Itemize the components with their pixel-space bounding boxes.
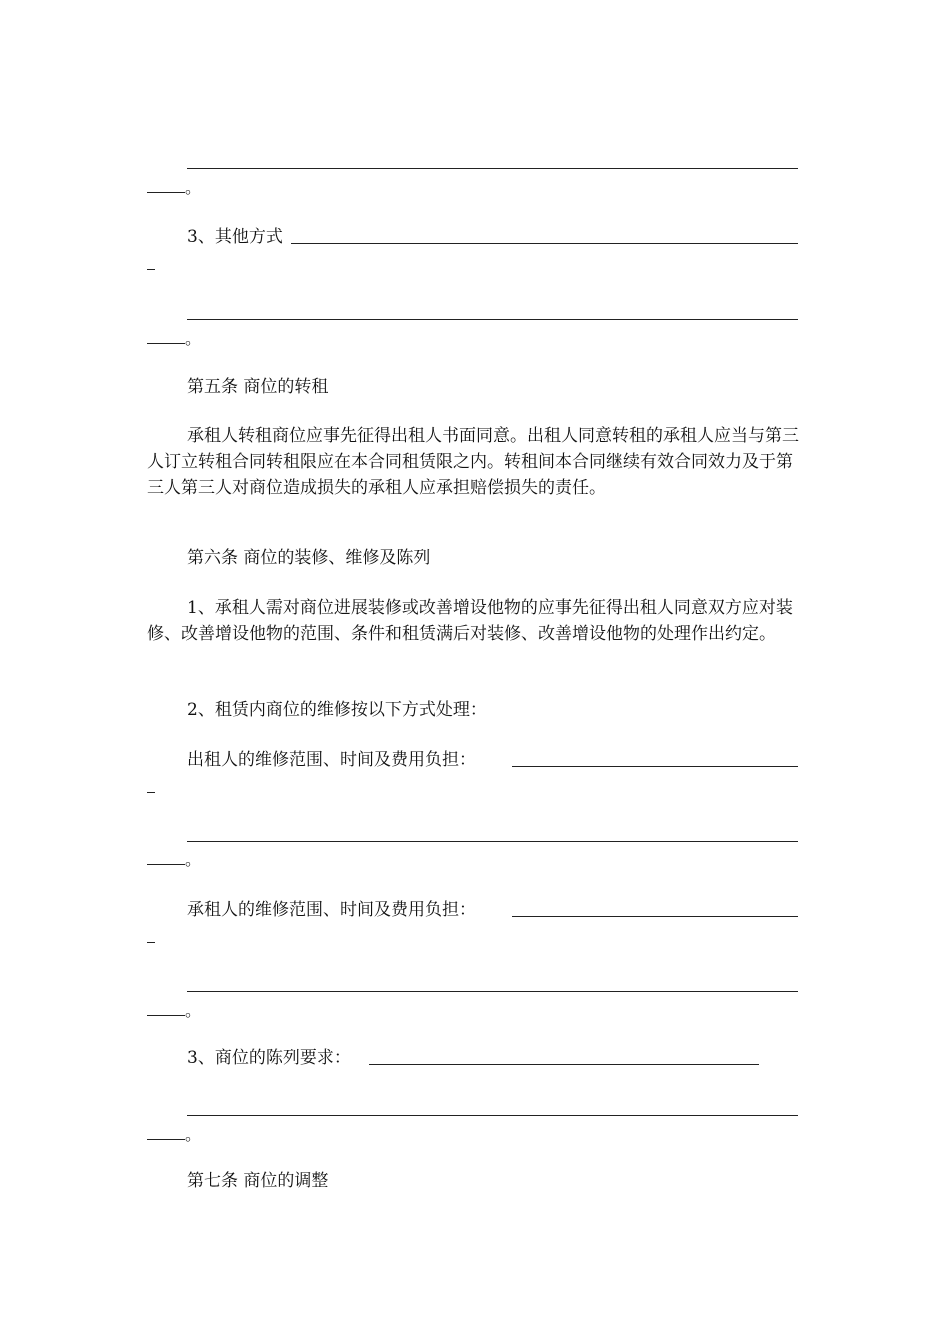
- other-method-label: [187, 226, 283, 248]
- fill-line-end[interactable]: [147, 343, 185, 344]
- article-6-clause-2: 2、租赁内商位的维修按以下方式处理：: [187, 700, 487, 720]
- fill-line[interactable]: [512, 916, 798, 917]
- fill-line-end[interactable]: [147, 864, 185, 865]
- fill-line[interactable]: [291, 243, 798, 244]
- period-mark: 。: [185, 850, 202, 869]
- display-requirement-label: 3、商位的陈列要求：: [187, 1048, 351, 1068]
- article-6-title: 第六条 商位的装修、维修及陈列: [187, 548, 431, 568]
- period-mark: 。: [185, 329, 202, 348]
- other-method-text: 3、其他方式: [187, 227, 283, 247]
- period-mark: 。: [185, 1125, 202, 1144]
- article-7-title: 第七条 商位的调整: [187, 1171, 329, 1191]
- period-mark: 。: [185, 1001, 202, 1020]
- lessor-repair-label: 出租人的维修范围、时间及费用负担：: [187, 750, 476, 770]
- fill-line-end[interactable]: [147, 792, 155, 793]
- fill-line[interactable]: [187, 1115, 798, 1116]
- article-6-clause-1: 1、承租人需对商位进展装修或改善增设他物的应事先征得出租人同意双方应对装修、改善增设他物的范围、条件和租赁满后对装修、改善增设他物的处理作出约定。: [147, 598, 793, 644]
- fill-line[interactable]: [369, 1064, 759, 1065]
- fill-line[interactable]: [187, 991, 798, 992]
- fill-line-end[interactable]: [147, 942, 155, 943]
- fill-line[interactable]: [187, 841, 798, 842]
- fill-line[interactable]: [512, 766, 798, 767]
- period-mark: 。: [185, 178, 202, 197]
- fill-line-end[interactable]: [147, 1139, 185, 1140]
- article-5-title: 第五条 商位的转租: [187, 377, 329, 397]
- fill-line-end[interactable]: [147, 192, 185, 193]
- lessee-repair-label: 承租人的维修范围、时间及费用负担：: [187, 900, 476, 920]
- article-5-body: 承租人转租商位应事先征得出租人书面同意。出租人同意转租的承租人应当与第三人订立转租合同转租限应在本合同租赁限之内。转租间本合同继续有效合同效力及于第三人第三人对商位造成损失的承租人应承担赔偿损失的责任。: [147, 426, 799, 498]
- fill-line-end[interactable]: [147, 1015, 185, 1016]
- fill-line[interactable]: [187, 168, 798, 169]
- fill-line[interactable]: [187, 319, 798, 320]
- fill-line-end[interactable]: [147, 269, 155, 270]
